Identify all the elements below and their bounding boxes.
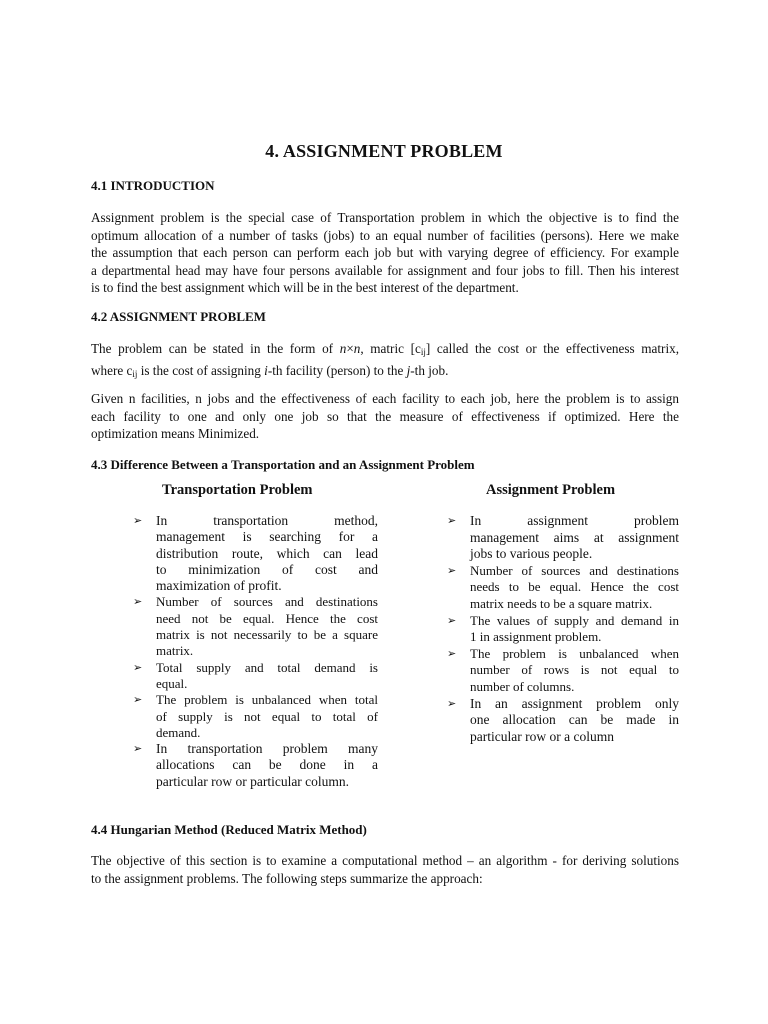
text-line: Total supply and total demand is [156, 659, 378, 675]
text-line: jobs to various people. [470, 546, 593, 562]
arrow-bullet-icon: ➢ [133, 660, 143, 674]
list-item [447, 613, 679, 646]
list-item [447, 646, 679, 696]
text-line: the assumption that each person can perform each job but with varying degree of efficiency. For example [91, 245, 679, 260]
list-item [447, 513, 679, 563]
text-line: particular row or particular column. [156, 773, 350, 789]
text-line: management aims at assignment [470, 529, 679, 545]
text-line: The values of supply and demand in [470, 612, 679, 628]
arrow-bullet-icon: ➢ [133, 514, 143, 527]
arrow-bullet-icon: ➢ [447, 514, 457, 527]
text-line: The problem can be stated in the form of n×n, matric $[c_{ij}]$ called the cost or the effectiveness matrix, [91, 341, 679, 357]
text-line: to the assignment problems. The following steps summarize the approach: [91, 870, 483, 886]
text-line: matrix. [156, 643, 194, 659]
text-line: a departmental head may have four persons available for assignment and four jobs to fill. Then his interest [91, 262, 679, 278]
text-line: equal. [156, 675, 188, 691]
text-line: In transportation method, [156, 513, 378, 528]
text-line: In transportation problem many [156, 741, 378, 757]
text-line: particular row or a column [470, 728, 614, 744]
text-line: need not be equal. Hence the cost [156, 610, 378, 626]
list-item [133, 741, 378, 790]
text-line: allocations can be done in a [156, 757, 378, 773]
text-line: matrix needs to be a square matrix. [470, 595, 653, 611]
list-item [133, 594, 378, 659]
text-line: number of columns. [470, 678, 575, 694]
arrow-bullet-icon: ➢ [447, 563, 457, 577]
text-line: In an assignment problem only [470, 695, 679, 711]
given-facilities-paragraph [91, 390, 679, 443]
text-line: of supply is not equal to total of [156, 708, 378, 724]
heading-difference: 4.3 Difference Between a Transportation and an Assignment Problem [91, 457, 475, 472]
text-line: optimum allocation of a number of tasks (jobs) to an equal number of facilities (persons). Here we make [91, 227, 679, 243]
transportation-bullet-list [133, 513, 378, 790]
arrow-bullet-icon: ➢ [447, 646, 457, 660]
list-item [133, 692, 378, 741]
list-item [133, 513, 378, 594]
text-line: Number of sources and destinations [156, 594, 378, 610]
hungarian-intro-paragraph [91, 852, 679, 887]
text-line: where $c_{ij}$ is the cost of assigning i-th facility (person) to the j-th job. [91, 362, 449, 379]
text-line: one allocation can be made in [470, 712, 679, 728]
text-line: needs to be equal. Hence the cost [470, 579, 679, 595]
text-line: Given n facilities, n jobs and the effectiveness of each facility to each job, here the problem is to assign [91, 391, 679, 406]
arrow-bullet-icon: ➢ [447, 696, 457, 710]
text-line: demand. [156, 724, 201, 740]
transportation-problem-title: Transportation Problem [162, 482, 313, 498]
page-title: 4. ASSIGNMENT PROBLEM [265, 141, 503, 161]
assignment-problem-title: Assignment Problem [486, 482, 616, 498]
arrow-bullet-icon: ➢ [133, 595, 143, 609]
text-line: 1 in assignment problem. [470, 629, 602, 645]
heading-assignment-problem: 4.2 ASSIGNMENT PROBLEM [91, 309, 266, 324]
assignment-bullet-list [447, 513, 679, 745]
text-line: The problem is unbalanced when [470, 645, 679, 661]
introduction-paragraph [91, 209, 679, 297]
text-line: Assignment problem is the special case of Transportation problem in which the objective is to find the [91, 210, 679, 225]
list-item [133, 660, 378, 693]
text-line: management is searching for a [156, 529, 378, 545]
text-line: The problem is unbalanced when total [156, 692, 378, 708]
list-item [447, 563, 679, 613]
list-item [447, 696, 679, 746]
problem-statement-paragraph [91, 340, 679, 383]
text-line: is to find the best assignment which will be in the best interest of the department. [91, 280, 519, 295]
text-line: distribution route, which can lead [156, 545, 378, 561]
text-line: The objective of this section is to examine a computational method – an algorithm - for deriving solutions [91, 853, 679, 868]
text-line: to minimization of cost and [156, 561, 378, 577]
text-line: each facility to one and only one job so that the measure of effectiveness if optimized. Here the [91, 408, 679, 424]
text-line: optimization means Minimized. [91, 426, 260, 441]
arrow-bullet-icon: ➢ [447, 613, 457, 627]
arrow-bullet-icon: ➢ [133, 742, 143, 756]
text-line: In assignment problem [470, 513, 679, 528]
heading-hungarian-method: 4.4 Hungarian Method (Reduced Matrix Method) [91, 822, 367, 837]
arrow-bullet-icon: ➢ [133, 693, 143, 707]
text-line: number of rows is not equal to [470, 662, 679, 678]
text-line: maximization of profit. [156, 578, 282, 594]
text-line: Number of sources and destinations [470, 562, 679, 578]
text-line: matrix is not necessarily to be a square [156, 627, 378, 643]
heading-introduction: 4.1 INTRODUCTION [91, 178, 215, 193]
